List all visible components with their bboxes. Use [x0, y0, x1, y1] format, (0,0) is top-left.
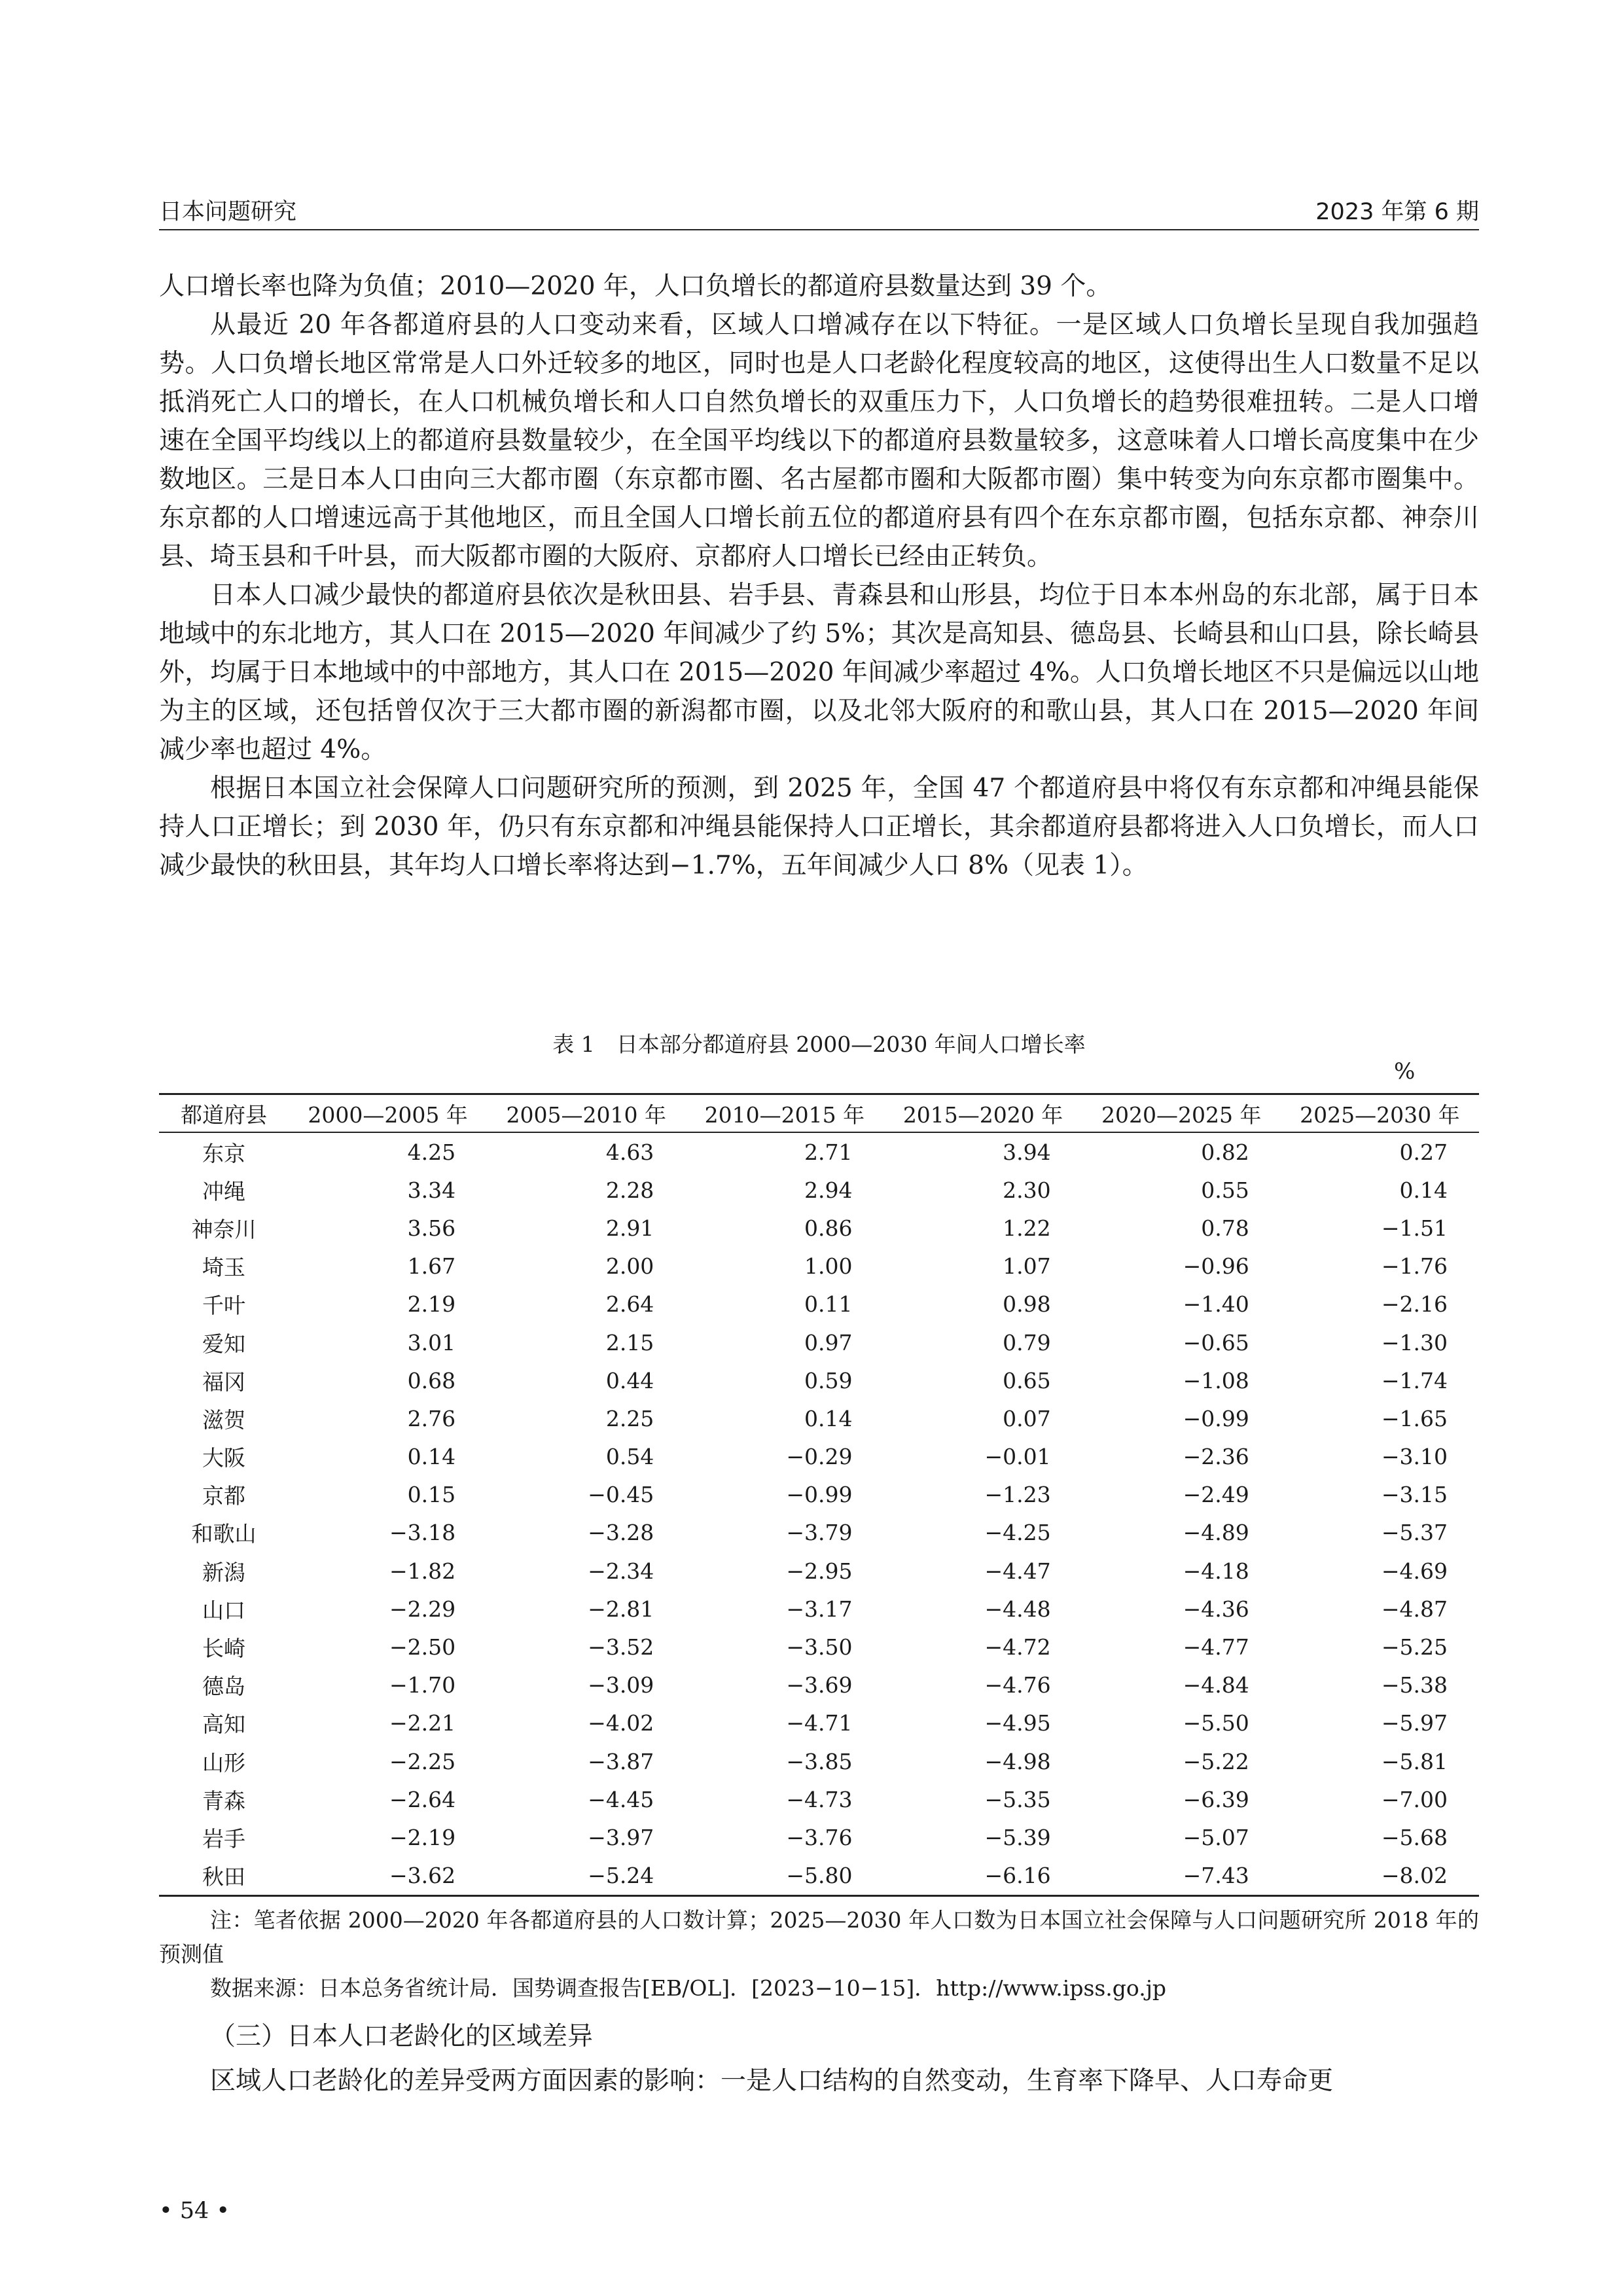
growth-rate-cell: −1.08	[1183, 1367, 1249, 1393]
growth-rate-cell: 1.00	[804, 1253, 853, 1280]
growth-rate-cell: −4.95	[984, 1710, 1051, 1736]
table-row	[159, 1399, 1479, 1437]
growth-rate-cell: −5.24	[487, 1857, 685, 1896]
prefecture-cell: 东京	[202, 1140, 245, 1166]
table-row	[159, 1552, 1479, 1590]
growth-rate-cell: −5.25	[1381, 1634, 1448, 1660]
prefecture-cell: 高知	[202, 1712, 245, 1738]
growth-rate-cell: −2.25	[389, 1748, 456, 1774]
growth-rate-cell: 0.07	[1003, 1405, 1051, 1431]
growth-rate-cell: −2.16	[1381, 1291, 1448, 1318]
growth-rate-cell: 2.19	[407, 1291, 456, 1318]
prefecture-cell: 福冈	[202, 1369, 245, 1395]
growth-rate-cell: 1.22	[1003, 1215, 1051, 1241]
closing-paragraph: 区域人口老龄化的差异受两方面因素的影响：一是人口结构的自然变动，生育率下降早、人口寿命更	[210, 2066, 1334, 2096]
growth-rate-cell: 3.56	[407, 1215, 456, 1241]
growth-rate-cell: 0.78	[1201, 1215, 1249, 1241]
growth-rate-cell: −3.17	[786, 1596, 853, 1622]
prefecture-cell: 山口	[202, 1597, 245, 1623]
growth-rate-cell: 2.91	[605, 1215, 654, 1241]
table-unit: %	[1394, 1058, 1416, 1085]
population-growth-table	[159, 1093, 1479, 1897]
column-header: 2005—2010 年	[487, 1094, 685, 1133]
growth-rate-cell: −5.50	[1183, 1710, 1249, 1736]
growth-rate-cell: −4.98	[984, 1748, 1051, 1774]
issue-label: 2023 年第 6 期	[1315, 199, 1479, 225]
paragraph-1: 人口增长率也降为负值；2010—2020 年，人口负增长的都道府县数量达到 39 个。	[159, 272, 1112, 301]
table-row	[159, 1742, 1479, 1780]
growth-rate-cell: 0.97	[804, 1329, 853, 1355]
growth-rate-cell: 2.00	[605, 1253, 654, 1280]
growth-rate-cell: −5.35	[984, 1786, 1051, 1812]
growth-rate-cell: −4.84	[1183, 1672, 1249, 1698]
growth-rate-cell: −4.48	[984, 1596, 1051, 1622]
growth-rate-cell: −5.38	[1381, 1672, 1448, 1698]
growth-rate-cell: −4.76	[984, 1672, 1051, 1698]
growth-rate-cell: −2.29	[389, 1596, 456, 1622]
growth-rate-cell: 0.82	[1201, 1139, 1249, 1165]
growth-rate-cell: −4.47	[984, 1558, 1051, 1584]
prefecture-cell: 埼玉	[202, 1255, 245, 1281]
table-row	[159, 1476, 1479, 1514]
prefecture-cell: 神奈川	[191, 1216, 257, 1242]
growth-rate-cell: −4.71	[786, 1710, 853, 1736]
growth-rate-cell: −5.81	[1381, 1748, 1448, 1774]
table-row	[159, 1171, 1479, 1209]
prefecture-cell: 德岛	[202, 1674, 245, 1700]
growth-rate-cell: −1.23	[984, 1482, 1051, 1508]
growth-rate-cell: 0.44	[605, 1367, 654, 1393]
growth-rate-cell: −2.36	[1183, 1444, 1249, 1470]
growth-rate-cell: 1.67	[407, 1253, 456, 1280]
growth-rate-cell: −2.95	[786, 1558, 853, 1584]
growth-rate-cell: 3.34	[407, 1177, 456, 1203]
column-header: 都道府县	[159, 1094, 289, 1133]
growth-rate-cell: −4.89	[1183, 1520, 1249, 1546]
growth-rate-cell: −1.51	[1381, 1215, 1448, 1241]
table-row	[159, 1285, 1479, 1323]
growth-rate-cell: 4.25	[407, 1139, 456, 1165]
growth-rate-cell: −1.76	[1381, 1253, 1448, 1280]
growth-rate-cell: −2.34	[588, 1558, 654, 1584]
growth-rate-cell: −1.40	[1183, 1291, 1249, 1318]
growth-rate-cell: −0.99	[786, 1482, 853, 1508]
table-row	[159, 1438, 1479, 1476]
table-row	[159, 1247, 1479, 1285]
growth-rate-cell: −4.02	[588, 1710, 654, 1736]
growth-rate-cell: −1.82	[389, 1558, 456, 1584]
column-header: 2000—2005 年	[289, 1094, 487, 1133]
growth-rate-cell: 2.28	[605, 1177, 654, 1203]
growth-rate-cell: −4.72	[984, 1634, 1051, 1660]
growth-rate-cell: 0.65	[1003, 1367, 1051, 1393]
growth-rate-cell: −2.50	[389, 1634, 456, 1660]
growth-rate-cell: −2.64	[389, 1786, 456, 1812]
growth-rate-cell: −2.81	[588, 1596, 654, 1622]
growth-rate-cell: 0.15	[407, 1482, 456, 1508]
growth-rate-cell: −5.68	[1381, 1824, 1448, 1850]
prefecture-cell: 大阪	[202, 1445, 245, 1471]
growth-rate-cell: −4.73	[786, 1786, 853, 1812]
growth-rate-cell: 4.63	[605, 1139, 654, 1165]
growth-rate-cell: −3.50	[786, 1634, 853, 1660]
growth-rate-cell: −4.77	[1183, 1634, 1249, 1660]
table-row	[159, 1857, 1479, 1896]
growth-rate-cell: 2.94	[804, 1177, 853, 1203]
growth-rate-cell: −3.79	[786, 1520, 853, 1546]
growth-rate-cell: −7.43	[1082, 1857, 1281, 1896]
growth-rate-cell: 0.68	[407, 1367, 456, 1393]
prefecture-cell: 岩手	[202, 1825, 245, 1852]
table-note: 注：笔者依据 2000—2020 年各都道府县的人口数计算；2025—2030 年人口数为日本国立社会保障与人口问题研究所 2018 年的预测值	[159, 1907, 1479, 1967]
data-source: 数据来源：日本总务省统计局．国势调查报告[EB/OL]．[2023−10−15]．http://www.ipss.go.jp	[210, 1975, 1167, 2001]
prefecture-cell: 秋田	[159, 1857, 289, 1896]
growth-rate-cell: −1.70	[389, 1672, 456, 1698]
prefecture-cell: 冲绳	[202, 1178, 245, 1204]
growth-rate-cell: −1.30	[1381, 1329, 1448, 1355]
growth-rate-cell: 2.64	[605, 1291, 654, 1318]
growth-rate-cell: 1.07	[1003, 1253, 1051, 1280]
growth-rate-cell: 2.15	[605, 1329, 654, 1355]
growth-rate-cell: −4.87	[1381, 1596, 1448, 1622]
prefecture-cell: 青森	[202, 1787, 245, 1814]
table-header-row	[159, 1094, 1479, 1133]
growth-rate-cell: 0.54	[605, 1444, 654, 1470]
growth-rate-cell: −5.80	[685, 1857, 883, 1896]
growth-rate-cell: 3.01	[407, 1329, 456, 1355]
growth-rate-cell: −8.02	[1281, 1857, 1479, 1896]
growth-rate-cell: −0.29	[786, 1444, 853, 1470]
growth-rate-cell: 0.59	[804, 1367, 853, 1393]
growth-rate-cell: −4.69	[1381, 1558, 1448, 1584]
growth-rate-cell: 2.71	[804, 1139, 853, 1165]
growth-rate-cell: 3.94	[1003, 1139, 1051, 1165]
column-header: 2025—2030 年	[1281, 1094, 1479, 1133]
table-row	[159, 1361, 1479, 1399]
table-title: 表 1 日本部分都道府县 2000—2030 年间人口增长率	[552, 1031, 1086, 1057]
growth-rate-cell: −2.19	[389, 1824, 456, 1850]
growth-rate-cell: −7.00	[1381, 1786, 1448, 1812]
growth-rate-cell: −4.36	[1183, 1596, 1249, 1622]
prefecture-cell: 千叶	[202, 1293, 245, 1319]
growth-rate-cell: −4.45	[588, 1786, 654, 1812]
growth-rate-cell: −4.25	[984, 1520, 1051, 1546]
paragraph-3: 日本人口减少最快的都道府县依次是秋田县、岩手县、青森县和山形县，均位于日本本州岛的东北部，属于日本地域中的东北地方，其人口在 2015—2020 年间减少了约 5%；其次是高知县、德岛县、长崎县和山口县，除长崎县外，均属于日本地域中的中部地方，其人口在 2015—2020 年间减少率超过 4%。人口负增长地区不只是偏远以山地为主的区域，还包括曾仅次于三大都市圈的新潟都市圈，以及北邻大阪府的和歌山县，其人口在 2015—2020 年间减少率也超过 4%。	[159, 581, 1479, 764]
growth-rate-cell: −0.99	[1183, 1405, 1249, 1431]
prefecture-cell: 京都	[202, 1483, 245, 1509]
table-notes	[159, 1903, 1479, 2005]
growth-rate-cell: −3.87	[588, 1748, 654, 1774]
growth-rate-cell: −0.01	[984, 1444, 1051, 1470]
growth-rate-cell: −6.39	[1183, 1786, 1249, 1812]
table-row	[159, 1590, 1479, 1628]
growth-rate-cell: −3.18	[389, 1520, 456, 1546]
body-text-top	[159, 267, 1479, 885]
column-header: 2015—2020 年	[883, 1094, 1082, 1133]
table-row	[159, 1514, 1479, 1552]
growth-rate-cell: −2.21	[389, 1710, 456, 1736]
growth-rate-cell: −3.97	[588, 1824, 654, 1850]
growth-rate-cell: 2.30	[1003, 1177, 1051, 1203]
growth-rate-cell: −3.15	[1381, 1482, 1448, 1508]
growth-rate-cell: −0.45	[588, 1482, 654, 1508]
growth-rate-cell: −3.69	[786, 1672, 853, 1698]
growth-rate-cell: 2.76	[407, 1405, 456, 1431]
table-row	[159, 1666, 1479, 1704]
growth-rate-cell: −0.65	[1183, 1329, 1249, 1355]
growth-rate-cell: −3.85	[786, 1748, 853, 1774]
section-subheading: （三）日本人口老龄化的区域差异	[210, 2022, 594, 2051]
growth-rate-cell: 0.86	[804, 1215, 853, 1241]
growth-rate-cell: −5.22	[1183, 1748, 1249, 1774]
growth-rate-cell: −5.97	[1381, 1710, 1448, 1736]
growth-rate-cell: 0.55	[1201, 1177, 1249, 1203]
page-number: • 54 •	[159, 2198, 230, 2224]
growth-rate-cell: 0.14	[804, 1405, 853, 1431]
prefecture-cell: 爱知	[202, 1331, 245, 1357]
growth-rate-cell: −3.62	[289, 1857, 487, 1896]
growth-rate-cell: 0.98	[1003, 1291, 1051, 1318]
growth-rate-cell: −3.09	[588, 1672, 654, 1698]
paragraph-4: 根据日本国立社会保障人口问题研究所的预测，到 2025 年，全国 47 个都道府县中将仅有东京都和冲绳县能保持人口正增长；到 2030 年，仍只有东京都和冲绳县能保持人口正增长，其余都道府县都将进入人口负增长，而人口减少最快的秋田县，其年均人口增长率将达到−1.7%，五年间减少人口 8%（见表 1）。	[159, 774, 1479, 880]
growth-rate-cell: −5.07	[1183, 1824, 1249, 1850]
table-row	[159, 1704, 1479, 1742]
growth-rate-cell: −3.52	[588, 1634, 654, 1660]
table-row	[159, 1132, 1479, 1171]
table-row	[159, 1628, 1479, 1666]
growth-rate-cell: −1.74	[1381, 1367, 1448, 1393]
growth-rate-cell: −1.65	[1381, 1405, 1448, 1431]
header-rule	[159, 229, 1479, 230]
prefecture-cell: 滋贺	[202, 1407, 245, 1433]
running-header	[159, 195, 1479, 226]
growth-rate-cell: 0.14	[1399, 1177, 1448, 1203]
growth-rate-cell: −0.96	[1183, 1253, 1249, 1280]
paragraph-2: 从最近 20 年各都道府县的人口变动来看，区域人口增减存在以下特征。一是区域人口负增长呈现自我加强趋势。人口负增长地区常常是人口外迁较多的地区，同时也是人口老龄化程度较高的地区，这使得出生人口数量不足以抵消死亡人口的增长，在人口机械负增长和人口自然负增长的双重压力下，人口负增长的趋势很难扭转。二是人口增速在全国平均线以上的都道府县数量较少，在全国平均线以下的都道府县数量较多，这意味着人口增长高度集中在少数地区。三是日本人口由向三大都市圈（东京都市圈、名古屋都市圈和大阪都市圈）集中转变为向东京都市圈集中。东京都的人口增速远高于其他地区，而且全国人口增长前五位的都道府县有四个在东京都市圈，包括东京都、神奈川县、埼玉县和千叶县，而大阪都市圈的大阪府、京都府人口增长已经由正转负。	[159, 310, 1479, 571]
growth-rate-cell: 0.11	[804, 1291, 853, 1318]
column-header: 2020—2025 年	[1082, 1094, 1281, 1133]
growth-rate-cell: −4.18	[1183, 1558, 1249, 1584]
growth-rate-cell: −5.39	[984, 1824, 1051, 1850]
growth-rate-cell: 0.79	[1003, 1329, 1051, 1355]
growth-rate-cell: −2.49	[1183, 1482, 1249, 1508]
table-row	[159, 1323, 1479, 1361]
prefecture-cell: 长崎	[202, 1636, 245, 1662]
table-row	[159, 1818, 1479, 1856]
growth-rate-cell: −6.16	[883, 1857, 1082, 1896]
prefecture-cell: 山形	[202, 1749, 245, 1776]
growth-rate-cell: −3.28	[588, 1520, 654, 1546]
table-row	[159, 1209, 1479, 1247]
growth-rate-cell: 0.14	[407, 1444, 456, 1470]
growth-rate-cell: −5.37	[1381, 1520, 1448, 1546]
journal-name: 日本问题研究	[159, 199, 297, 225]
growth-rate-cell: −3.10	[1381, 1444, 1448, 1470]
column-header: 2010—2015 年	[685, 1094, 883, 1133]
prefecture-cell: 新潟	[202, 1559, 245, 1585]
table-body	[159, 1132, 1479, 1895]
growth-rate-cell: 2.25	[605, 1405, 654, 1431]
growth-rate-cell: 0.27	[1399, 1139, 1448, 1165]
table-row	[159, 1780, 1479, 1818]
prefecture-cell: 和歌山	[191, 1521, 257, 1547]
growth-rate-cell: −3.76	[786, 1824, 853, 1850]
